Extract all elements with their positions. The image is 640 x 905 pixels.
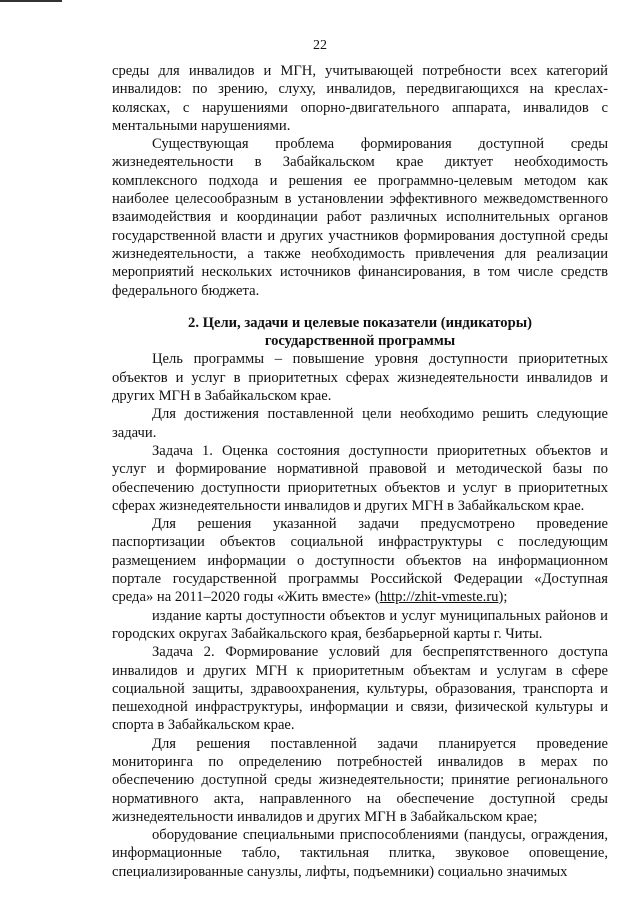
scan-corner-mark <box>0 0 62 2</box>
paragraph-tasks-intro: Для достижения поставленной цели необходимо решить следующие задачи. <box>112 406 608 441</box>
paragraph-task-1-solution-end: ); <box>498 589 508 606</box>
document-body <box>112 62 608 881</box>
paragraph-continuation: среды для инвалидов и МГН, учитывающей потребности всех категорий инвалидов: по зрению, слуху, инвалидов, передвигающихся на креслах-колясках, с нарушениями опорно-двигательного аппарата, инвалидов с ментальными нарушениями. <box>112 63 608 134</box>
paragraph-task-1-solution <box>112 515 608 606</box>
paragraph-map-edition: издание карты доступности объектов и услуг муниципальных районов и городских округах Забайкальского края, безбарьерной карты г. Читы. <box>112 607 608 642</box>
page-number: 22 <box>313 38 327 53</box>
section-heading <box>112 314 608 351</box>
paragraph-goal: Цель программы – повышение уровня доступности приоритетных объектов и услуг в приоритетных сферах жизнедеятельности инвалидов и других МГН в Забайкальском крае. <box>112 351 608 405</box>
paragraph-task-1-solution-text: Для решения указанной задачи предусмотрено проведение паспортизации объектов социальной инфраструктуры с последующим размещением информации о доступности объектов на информационном портале государственной программы Российской Федерации «Доступная среда» на 2011–2020 годы «Жить вместе» ( <box>112 516 608 606</box>
zhit-vmeste-link[interactable]: http://zhit-vmeste.ru <box>379 589 499 606</box>
paragraph-task-1: Задача 1. Оценка состояния доступности приоритетных объектов и услуг и формирование нормативной правовой и методической базы по обеспечению доступности приоритетных объектов и услуг в приоритетных сферах жизнедеятельности инвалидов и других МГН в Забайкальском крае. <box>112 442 608 514</box>
paragraph-problem: Существующая проблема формирования доступной среды жизнедеятельности в Забайкальском крае диктует необходимость комплексного подхода и решения ее программно-целевым методом как наиболее целесообразным в установлении эффективного межведомственного взаимодействия и координации работ различных исполнительных органов государственной власти и других участников формирования доступной среды жизнедеятельности, а также необходимость привлечения для реализации мероприятий нескольких источников финансирования, в том числе средств федерального бюджета. <box>112 136 608 299</box>
paragraph-equipment: оборудование специальными приспособлениями (пандусы, ограждения, информационные табло, тактильная плитка, звуковое оповещение, специализированные санузлы, лифты, подъемники) социально значимых <box>112 827 608 880</box>
section-heading-line-2: государственной программы <box>264 333 456 350</box>
section-heading-line-1: 2. Цели, задачи и целевые показатели (индикаторы) <box>188 314 532 331</box>
paragraph-task-2: Задача 2. Формирование условий для беспрепятственного доступа инвалидов и других МГН к приоритетным объектам и услугам в сфере социальной защиты, здравоохранения, культуры, образования, транспорта и пешеходной инфраструктуры, информации и связи, физической культуры и спорта в Забайкальском крае. <box>112 644 608 734</box>
paragraph-task-2-solution: Для решения поставленной задачи планируется проведение мониторинга по определению потребностей инвалидов в мерах по обеспечению доступной среды жизнедеятельности; принятие регионального нормативного акта, направленного на обеспечение доступной среды жизнедеятельности инвалидов и других МГН в Забайкальском крае; <box>112 735 608 825</box>
